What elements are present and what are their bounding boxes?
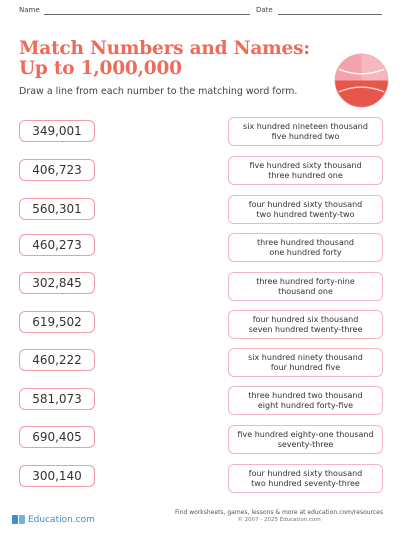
date-label: Date xyxy=(256,6,273,14)
word-box-3[interactable] xyxy=(228,195,383,224)
word-line-2: four hundred five xyxy=(270,362,341,372)
word-box-9[interactable] xyxy=(228,425,383,454)
instructions: Draw a line from each number to the matching word form. xyxy=(19,86,298,97)
word-box-4[interactable] xyxy=(228,233,383,262)
title-line-2: Up to 1,000,000 xyxy=(19,58,182,79)
footer-resources-text: Find worksheets, games, lessons & more at education.com/resources xyxy=(175,509,383,516)
word-line-1: four hundred six thousand xyxy=(252,314,359,324)
number-box-9[interactable]: 690,405 xyxy=(19,426,95,448)
word-line-2: thousand one xyxy=(278,286,333,296)
name-field[interactable] xyxy=(44,14,250,15)
beach-ball-icon xyxy=(333,52,390,109)
word-line-1: four hundred sixty thousand xyxy=(248,199,363,209)
footer xyxy=(0,505,405,534)
footer-credits xyxy=(175,509,383,523)
word-line-2: two hundred twenty-two xyxy=(256,209,355,219)
word-line-1: six hundred nineteen thousand xyxy=(243,121,368,131)
number-box-6[interactable]: 619,502 xyxy=(19,311,95,333)
number-box-1[interactable]: 349,001 xyxy=(19,120,95,142)
number-box-4[interactable]: 460,273 xyxy=(19,234,95,256)
word-box-5[interactable] xyxy=(228,272,383,301)
number-box-7[interactable]: 460,222 xyxy=(19,349,95,371)
word-line-1: six hundred ninety thousand xyxy=(248,352,363,362)
word-box-6[interactable] xyxy=(228,310,383,339)
word-line-2: eight hundred forty-five xyxy=(257,400,354,410)
word-line-2: five hundred two xyxy=(271,131,340,141)
word-box-8[interactable] xyxy=(228,386,383,415)
word-box-7[interactable] xyxy=(228,348,383,377)
word-line-1: three hundred two thousand xyxy=(248,390,363,400)
education-logo-icon xyxy=(12,514,25,525)
date-field[interactable] xyxy=(278,14,382,15)
worksheet-title xyxy=(19,39,310,79)
word-line-1: five hundred sixty thousand xyxy=(249,160,362,170)
word-box-10[interactable] xyxy=(228,464,383,493)
word-box-1[interactable] xyxy=(228,117,383,146)
number-box-3[interactable]: 560,301 xyxy=(19,198,95,220)
name-label: Name xyxy=(19,6,40,14)
number-box-2[interactable]: 406,723 xyxy=(19,159,95,181)
word-line-2: seventy-three xyxy=(277,439,334,449)
header xyxy=(0,0,405,18)
word-line-1: four hundred sixty thousand xyxy=(248,468,363,478)
word-line-1: three hundred forty-nine xyxy=(256,276,355,286)
education-logo[interactable] xyxy=(12,514,95,525)
word-line-2: three hundred one xyxy=(268,170,343,180)
word-box-2[interactable] xyxy=(228,156,383,185)
word-line-2: one hundred forty xyxy=(269,247,342,257)
word-line-2: two hundred seventy-three xyxy=(251,478,360,488)
word-line-1: five hundred eighty-one thousand xyxy=(237,429,374,439)
number-box-8[interactable]: 581,073 xyxy=(19,388,95,410)
word-line-2: seven hundred twenty-three xyxy=(248,324,363,334)
footer-copyright: © 2007 - 2025 Education.com xyxy=(237,517,321,523)
logo-text: Education.com xyxy=(28,514,95,525)
number-box-10[interactable]: 300,140 xyxy=(19,465,95,487)
word-line-1: three hundred thousand xyxy=(256,237,355,247)
number-box-5[interactable]: 302,845 xyxy=(19,272,95,294)
title-line-1: Match Numbers and Names: xyxy=(19,38,310,59)
